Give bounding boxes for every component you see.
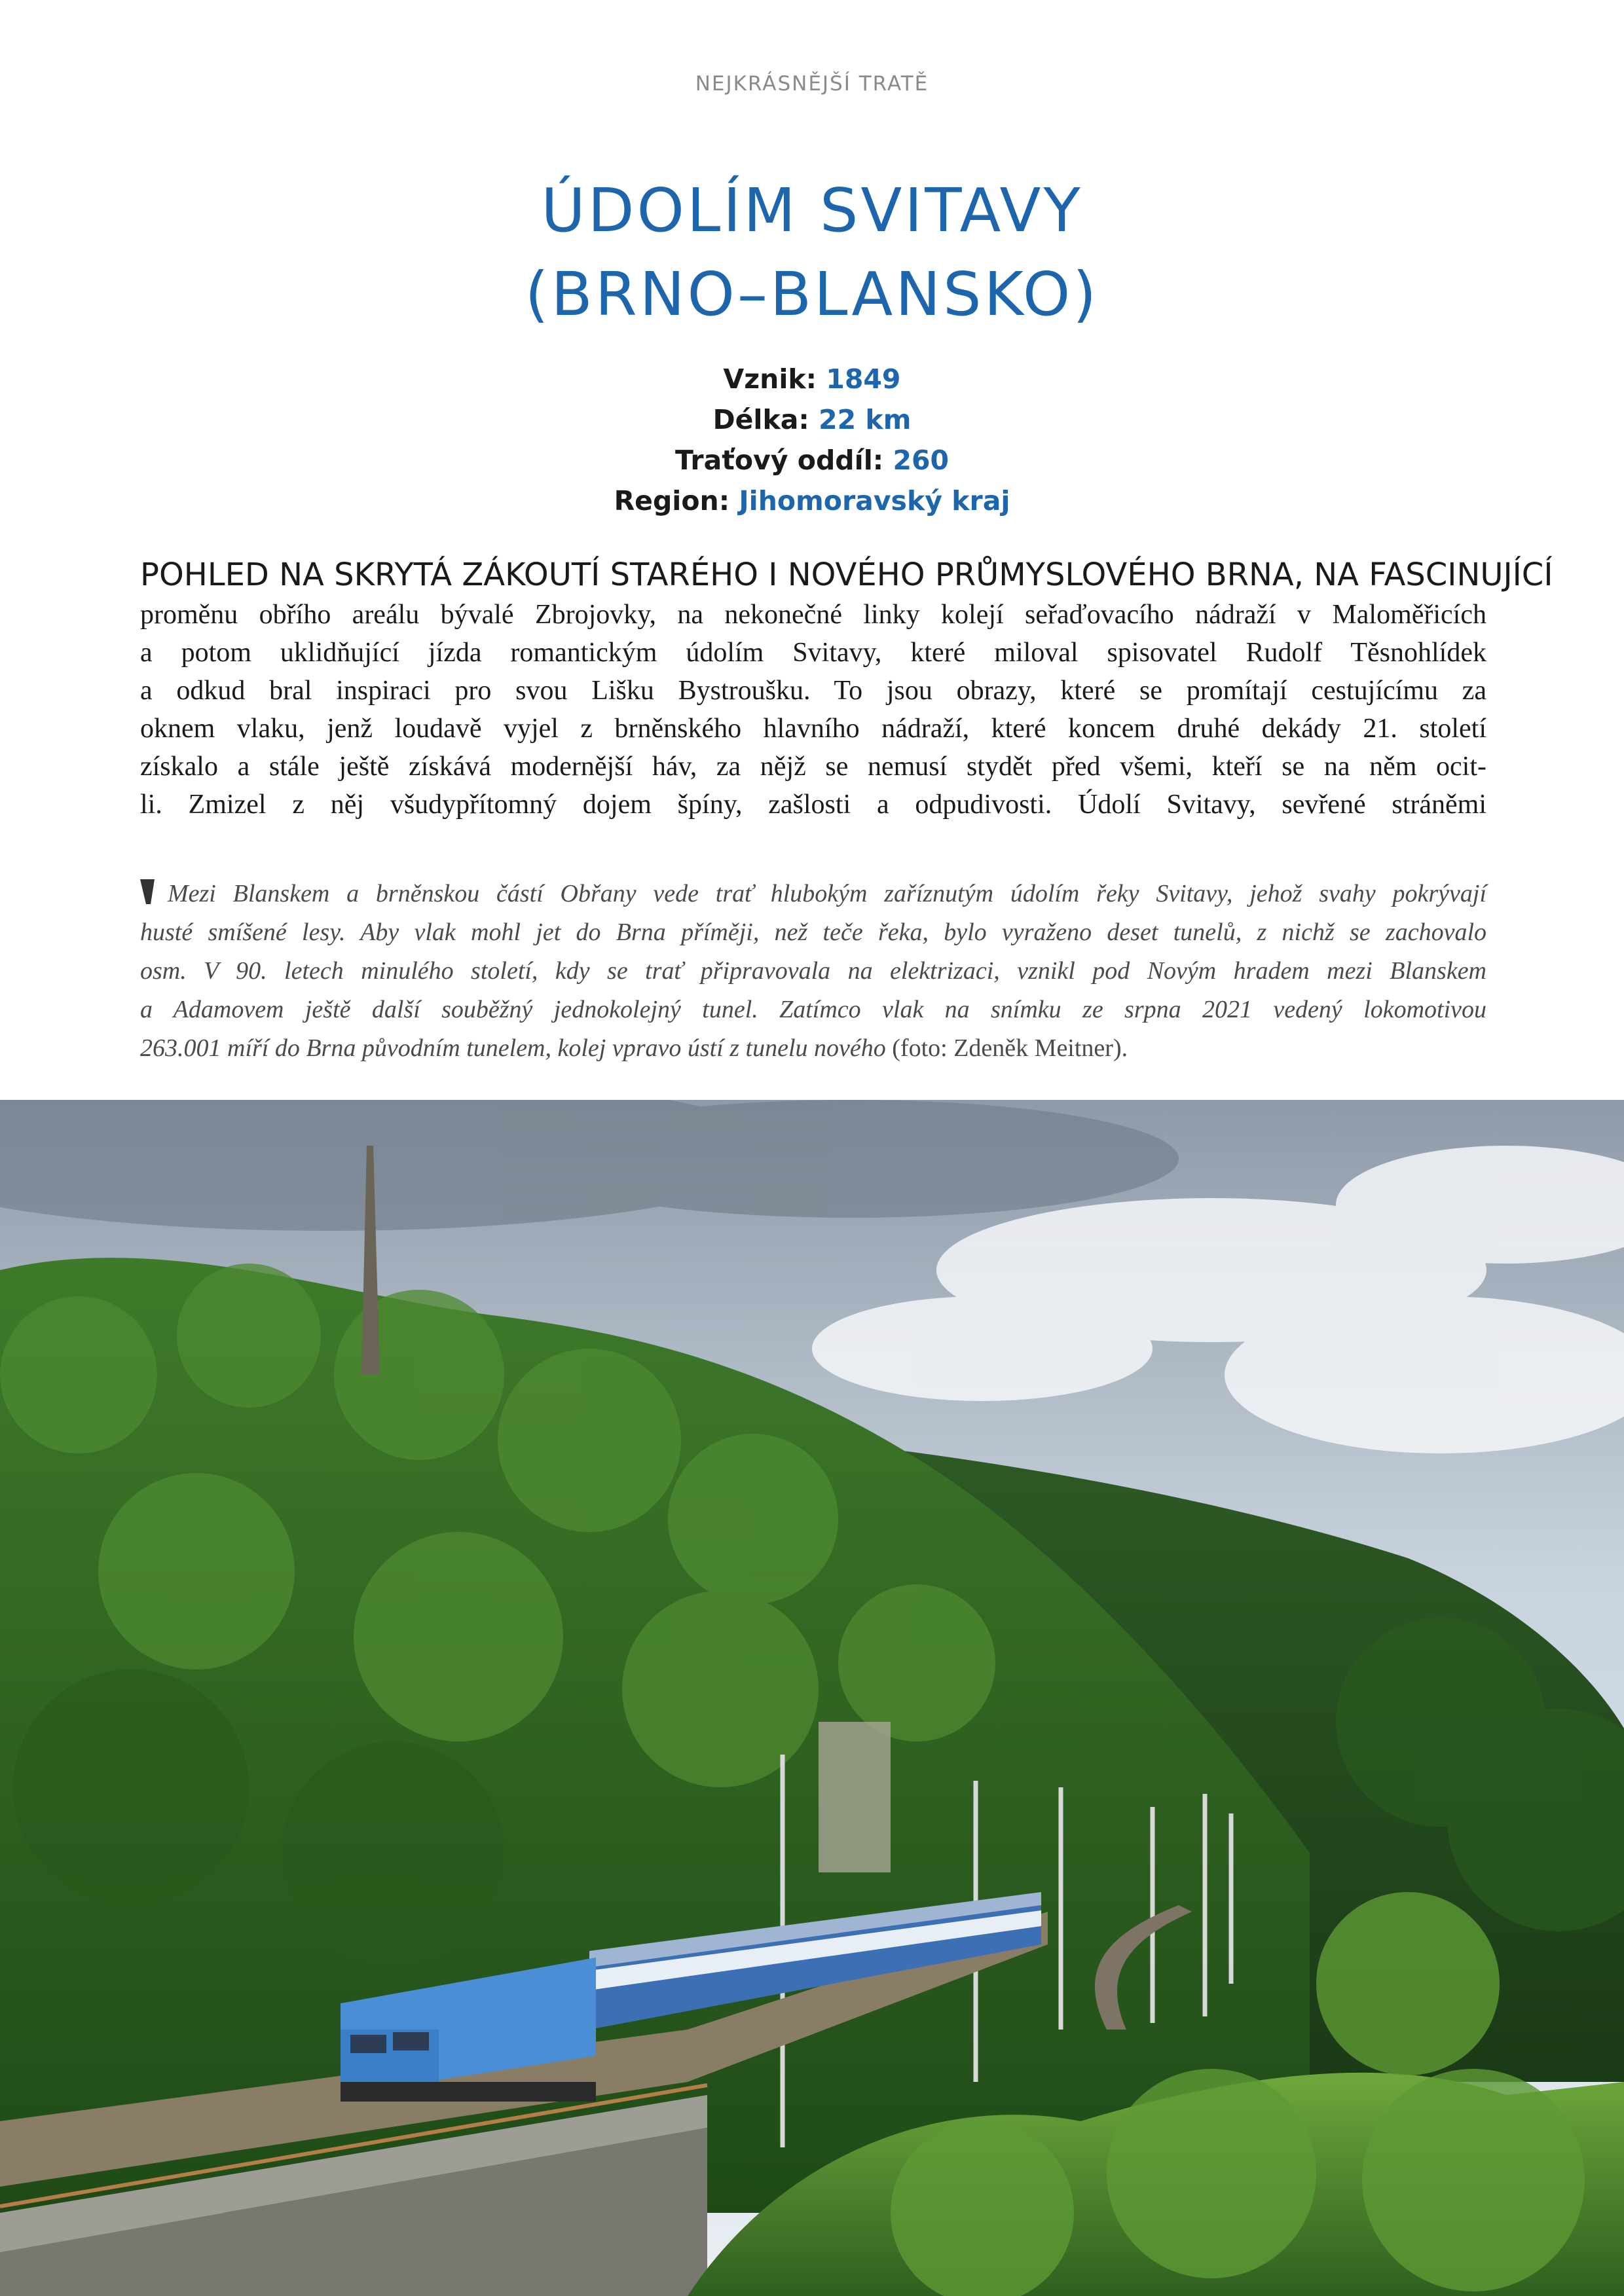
rock-outcrop (819, 1722, 891, 1872)
caption-line: husté smíšené lesy. Aby vlak mohl jet do Brna příměji, než teče řeka, bylo vyraženo deset tunelů, z nichž se zachovalo (140, 919, 1486, 946)
page-title (0, 169, 1624, 337)
fact-section (0, 440, 1624, 481)
photo-credit: (foto: Zdeněk Meitner). (892, 1034, 1128, 1062)
fact-label: Traťový oddíl: (674, 445, 884, 476)
caption-line (140, 1029, 1486, 1068)
body-line: li. Zmizel z něj všudypřítomný dojem špíny, zašlosti a odpudivosti. Údolí Svitavy, sevřené stráněmi (140, 790, 1486, 820)
body-line: proměnu obřího areálu bývalé Zbrojovky, na nekonečné linky kolejí seřaďovacího nádraží v Maloměřicích (140, 600, 1486, 630)
fact-value: 1849 (826, 363, 901, 395)
photo-caption (140, 875, 1486, 1068)
fact-value: 260 (893, 445, 950, 476)
body-line: a odkud bral inspiraci pro svou Lišku Bystroušku. To jsou obrazy, které se promítají cestujícímu za (140, 676, 1486, 706)
caption-line: osm. V 90. letech minulého století, kdy se trať připravovala na elektrizaci, vznikl pod Novým hradem mezi Blanskem (140, 957, 1486, 985)
body-paragraph (140, 596, 1486, 824)
fact-label: Vznik: (723, 363, 817, 395)
caption-marker-icon (140, 879, 155, 904)
route-facts (0, 359, 1624, 521)
body-line: a potom uklidňující jízda romantickým údolím Svitavy, které miloval spisovatel Rudolf Těsnohlídek (140, 638, 1486, 668)
lead-line: POHLED NA SKRYTÁ ZÁKOUTÍ STARÉHO I NOVÉHO PRŮMYSLOVÉHO BRNA, NA FASCINUJÍCÍ (140, 556, 1553, 593)
body-line: oknem vlaku, jenž loudavě vyjel z brněnského hlavního nádraží, které koncem druhé dekády 21. století (140, 714, 1486, 744)
fact-label: Region: (614, 485, 730, 517)
title-line-2: (BRNO–BLANSKO) (525, 259, 1099, 329)
caption-line (140, 875, 1486, 913)
fact-region (0, 481, 1624, 521)
fact-founded (0, 359, 1624, 399)
train-valley-photo (0, 1100, 1624, 2296)
fact-value: Jihomoravský kraj (739, 485, 1010, 517)
running-head: NEJKRÁSNĚJŠÍ TRATĚ (695, 72, 929, 96)
fact-value: 22 km (819, 404, 912, 435)
fact-length (0, 399, 1624, 440)
caption-line: a Adamovem ještě další souběžný jednokolejný tunel. Zatímco vlak na snímku ze srpna 2021 vedený lokomotivou (140, 996, 1486, 1023)
title-line-1: ÚDOLÍM SVITAVY (541, 175, 1083, 246)
caption-text: 263.001 míří do Brna původním tunelem, kolej vpravo ústí z tunelu nového (140, 1034, 886, 1062)
caption-text: Mezi Blanskem a brněnskou částí Obřany vede trať hlubokým zaříznutým údolím řeky Svitavy, jehož svahy pokrývají (168, 880, 1486, 907)
fact-label: Délka: (712, 404, 809, 435)
body-line: získalo a stále ještě získává modernější háv, za nějž se nemusí stydět před všemi, kteří se na něm ocit- (140, 752, 1486, 782)
